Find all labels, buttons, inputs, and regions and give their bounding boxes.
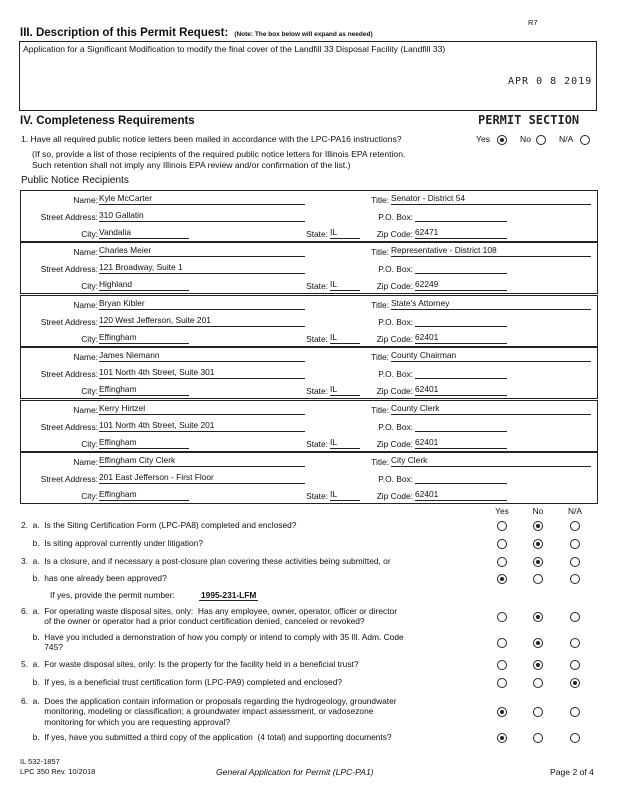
- footer-page-number: Page 2 of 4: [550, 767, 594, 777]
- recipient-block: [20, 452, 598, 504]
- answer-na-radio[interactable]: [570, 612, 580, 622]
- answer-yes-radio[interactable]: [497, 707, 507, 717]
- state-label: State:: [306, 491, 328, 501]
- recipient-zip-field[interactable]: 62249: [415, 279, 507, 291]
- zip-label: Zip Code:: [376, 334, 413, 344]
- answer-na-radio[interactable]: [570, 733, 580, 743]
- recipient-name-field[interactable]: Bryan Kibler: [99, 298, 305, 310]
- recipient-name-field[interactable]: Effingham City Clerk: [99, 455, 305, 467]
- answer-no-radio[interactable]: [533, 521, 543, 531]
- zip-label: Zip Code:: [376, 439, 413, 449]
- zip-label: Zip Code:: [376, 386, 413, 396]
- title-label: Title:: [371, 300, 389, 310]
- recipient-zip-field[interactable]: 62401: [415, 489, 507, 501]
- city-label: City:: [81, 229, 98, 239]
- street-label: Street Address:: [40, 474, 98, 484]
- recipient-pobox-field[interactable]: [415, 367, 507, 379]
- q1-subtext-1: (If so, provide a list of those recipients of the required public notice letters for Illinois EPA retention.: [32, 149, 406, 159]
- city-label: City:: [81, 281, 98, 291]
- answer-na-radio[interactable]: [570, 678, 580, 688]
- recipient-block: [20, 190, 598, 242]
- recipient-zip-field[interactable]: 62401: [415, 437, 507, 449]
- zip-label: Zip Code:: [376, 491, 413, 501]
- name-label: Name:: [73, 247, 98, 257]
- recipient-pobox-field[interactable]: [415, 420, 507, 432]
- footer-form-id: IL 532-1857: [20, 757, 60, 766]
- footer-form-rev: LPC 350 Rev. 10/2018: [20, 767, 96, 776]
- recipient-title-field[interactable]: State's Attorney: [391, 298, 591, 310]
- recipient-name-field[interactable]: Charles Meier: [99, 245, 305, 257]
- section3-title: III. Description of this Permit Request:: [20, 27, 229, 39]
- question-text: b. If yes, is a beneficial trust certification form (LPC-PA9) completed and enclosed?: [21, 677, 343, 687]
- name-label: Name:: [73, 457, 98, 467]
- section4-title: IV. Completeness Requirements: [20, 115, 195, 127]
- question-text: 6. a. For operating waste disposal sites, only: Has any employee, owner, operator, officer or director: [21, 606, 397, 616]
- received-stamp-date: APR 0 8 2019: [508, 76, 593, 87]
- q1-no-label: No: [520, 134, 531, 144]
- state-label: State:: [306, 281, 328, 291]
- recipient-state-field[interactable]: IL: [330, 332, 360, 344]
- recipient-state-field[interactable]: IL: [330, 279, 360, 291]
- recipient-title-field[interactable]: City Clerk: [391, 455, 591, 467]
- recipient-zip-field[interactable]: 62401: [415, 332, 507, 344]
- city-label: City:: [81, 439, 98, 449]
- state-label: State:: [306, 334, 328, 344]
- answer-yes-radio[interactable]: [497, 612, 507, 622]
- state-label: State:: [306, 229, 328, 239]
- answer-no-radio[interactable]: [533, 612, 543, 622]
- recipient-street-field[interactable]: 101 North 4th Street, Suite 301: [99, 367, 305, 379]
- answer-yes-radio[interactable]: [497, 678, 507, 688]
- title-label: Title:: [371, 247, 389, 257]
- title-label: Title:: [371, 405, 389, 415]
- recipient-pobox-field[interactable]: [415, 315, 507, 327]
- recipient-street-field[interactable]: 101 North 4th Street, Suite 201: [99, 420, 305, 432]
- question-text: 2. a. Is the Siting Certification Form (LPC-PA8) completed and enclosed?: [21, 520, 297, 530]
- answer-na-radio[interactable]: [570, 707, 580, 717]
- state-label: State:: [306, 439, 328, 449]
- received-stamp-section: PERMIT SECTION: [478, 113, 580, 127]
- title-label: Title:: [371, 352, 389, 362]
- question-text: b. Have you included a demonstration of how you comply or intend to comply with 35 Ill. Adm. Code: [21, 632, 404, 642]
- pobox-label: P.O. Box:: [378, 474, 413, 484]
- street-label: Street Address:: [40, 422, 98, 432]
- question-text: b. Is siting approval currently under litigation?: [21, 538, 204, 548]
- recipient-street-field[interactable]: 310 Gallatin: [99, 210, 305, 222]
- recipient-title-field[interactable]: County Chairman: [391, 350, 591, 362]
- corner-mark: R7: [528, 18, 538, 27]
- street-label: Street Address:: [40, 369, 98, 379]
- answer-no-radio[interactable]: [533, 660, 543, 670]
- recipient-city-field[interactable]: Effingham: [99, 384, 189, 396]
- name-label: Name:: [73, 352, 98, 362]
- recipient-block: [20, 242, 598, 294]
- col-header-no: No: [532, 506, 544, 516]
- title-label: Title:: [371, 195, 389, 205]
- name-label: Name:: [73, 405, 98, 415]
- permit-number-label: If yes, provide the permit number:: [50, 590, 175, 600]
- answer-no-radio[interactable]: [533, 557, 543, 567]
- recipient-street-field[interactable]: 120 West Jefferson, Suite 201: [99, 315, 305, 327]
- answer-na-radio[interactable]: [570, 557, 580, 567]
- city-label: City:: [81, 334, 98, 344]
- answer-yes-radio[interactable]: [497, 539, 507, 549]
- state-label: State:: [306, 386, 328, 396]
- question-text: b. has one already been approved?: [21, 573, 167, 583]
- answer-no-radio[interactable]: [533, 733, 543, 743]
- recipient-name-field[interactable]: Kerry Hirtzel: [99, 403, 305, 415]
- recipient-state-field[interactable]: IL: [330, 489, 360, 501]
- q1-subtext-2: Such retention shall not imply any Illinois EPA review and/or confirmation of the list.): [32, 160, 351, 170]
- city-label: City:: [81, 491, 98, 501]
- description-text: Application for a Significant Modification to modify the final cover of the Landfill 33 Disposal Facility (Landfill 33): [23, 44, 446, 54]
- pobox-label: P.O. Box:: [378, 264, 413, 274]
- recipient-title-field[interactable]: Senator - District 54: [391, 193, 591, 205]
- q1-yes-radio[interactable]: [497, 135, 507, 145]
- permit-number-value[interactable]: 1995-231-LFM: [201, 590, 257, 600]
- answer-na-radio[interactable]: [570, 660, 580, 670]
- recipient-street-field[interactable]: 201 East Jefferson - First Floor: [99, 472, 305, 484]
- recipient-name-field[interactable]: James Niemann: [99, 350, 305, 362]
- question-text: b. If yes, have you submitted a third copy of the application (4 total) and supporting documents?: [21, 732, 392, 742]
- name-label: Name:: [73, 300, 98, 310]
- recipient-block: [20, 400, 598, 452]
- question-text: 745?: [21, 642, 63, 653]
- question-text: monitoring for which you are requesting approval?: [21, 716, 231, 727]
- answer-yes-radio[interactable]: [497, 638, 507, 648]
- answer-na-radio[interactable]: [570, 539, 580, 549]
- q1-text: 1. Have all required public notice letters been mailed in accordance with the LPC-PA16 instructions?: [21, 134, 402, 144]
- name-label: Name:: [73, 195, 98, 205]
- q1-na-label: N/A: [559, 134, 574, 144]
- question-text: 3. a. Is a closure, and if necessary a post-closure plan covering these activities being submitted, or: [21, 556, 391, 566]
- col-header-na: N/A: [568, 506, 582, 516]
- answer-yes-radio[interactable]: [497, 574, 507, 584]
- recipient-block: [20, 295, 598, 347]
- answer-yes-radio[interactable]: [497, 660, 507, 670]
- question-text: monitoring, modeling or classification; a groundwater impact assessment, or vadosezone: [21, 706, 374, 717]
- q1-yes-label: Yes: [476, 134, 491, 144]
- recipient-title-field[interactable]: County Clerk: [391, 403, 591, 415]
- section3-note: (Note: The box below will expand as needed): [234, 31, 373, 38]
- answer-yes-radio[interactable]: [497, 733, 507, 743]
- pobox-label: P.O. Box:: [378, 369, 413, 379]
- recipients-heading: Public Notice Recipients: [21, 175, 129, 186]
- footer-form-name: General Application for Permit (LPC-PA1): [216, 767, 374, 777]
- section3-header: [20, 27, 373, 39]
- answer-yes-radio[interactable]: [497, 557, 507, 567]
- col-header-yes: Yes: [495, 506, 509, 516]
- recipient-block: [20, 347, 598, 399]
- recipient-name-field[interactable]: Kyle McCarter: [99, 193, 305, 205]
- q1-na-radio[interactable]: [580, 135, 590, 145]
- question-text: 5. a. For waste disposal sites, only: Is the property for the facility held in a beneficial trust?: [21, 659, 359, 669]
- question-text: of the owner or operator had a prior conduct certification denied, canceled or revoked?: [21, 616, 365, 627]
- answer-na-radio[interactable]: [570, 521, 580, 531]
- recipient-city-field[interactable]: Effingham: [99, 332, 189, 344]
- recipient-city-field[interactable]: Effingham: [99, 437, 189, 449]
- recipient-city-field[interactable]: Effingham: [99, 489, 189, 501]
- street-label: Street Address:: [40, 212, 98, 222]
- recipient-pobox-field[interactable]: [415, 262, 507, 274]
- city-label: City:: [81, 386, 98, 396]
- answer-no-radio[interactable]: [533, 678, 543, 688]
- answer-yes-radio[interactable]: [497, 521, 507, 531]
- street-label: Street Address:: [40, 317, 98, 327]
- answer-no-radio[interactable]: [533, 539, 543, 549]
- recipient-state-field[interactable]: IL: [330, 227, 360, 239]
- recipient-pobox-field[interactable]: [415, 472, 507, 484]
- recipient-street-field[interactable]: 121 Broadway, Suite 1: [99, 262, 305, 274]
- recipient-title-field[interactable]: Representative - District 108: [391, 245, 591, 257]
- q1-no-radio[interactable]: [536, 135, 546, 145]
- recipient-state-field[interactable]: IL: [330, 384, 360, 396]
- recipient-city-field[interactable]: Vandalia: [99, 227, 189, 239]
- street-label: Street Address:: [40, 264, 98, 274]
- recipient-pobox-field[interactable]: [415, 210, 507, 222]
- pobox-label: P.O. Box:: [378, 422, 413, 432]
- recipient-zip-field[interactable]: 62401: [415, 384, 507, 396]
- zip-label: Zip Code:: [376, 229, 413, 239]
- pobox-label: P.O. Box:: [378, 212, 413, 222]
- pobox-label: P.O. Box:: [378, 317, 413, 327]
- recipient-state-field[interactable]: IL: [330, 437, 360, 449]
- answer-na-radio[interactable]: [570, 574, 580, 584]
- question-text: 6. a. Does the application contain information or proposals regarding the hydrogeology, groundwater: [21, 696, 397, 706]
- answer-no-radio[interactable]: [533, 707, 543, 717]
- answer-no-radio[interactable]: [533, 574, 543, 584]
- answer-na-radio[interactable]: [570, 638, 580, 648]
- recipient-zip-field[interactable]: 62471: [415, 227, 507, 239]
- answer-no-radio[interactable]: [533, 638, 543, 648]
- zip-label: Zip Code:: [376, 281, 413, 291]
- title-label: Title:: [371, 457, 389, 467]
- recipient-city-field[interactable]: Highland: [99, 279, 189, 291]
